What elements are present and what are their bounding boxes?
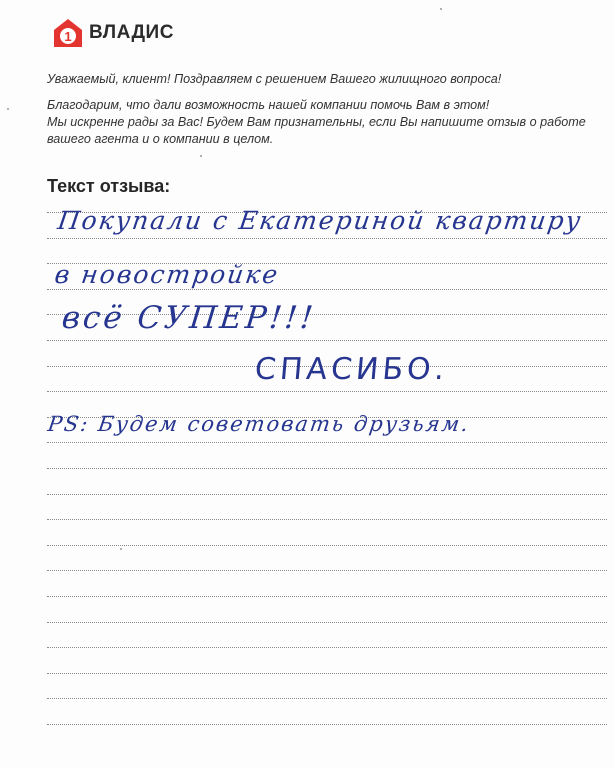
writing-line <box>47 238 607 239</box>
writing-line <box>47 570 607 571</box>
intro-greeting: Уважаемый, клиент! Поздравляем с решением Вашего жилищного вопроса! <box>47 72 502 86</box>
review-title: Текст отзыва: <box>47 176 171 196</box>
writing-line <box>47 698 607 699</box>
writing-line <box>47 391 607 392</box>
intro-thanks: Благодарим, что дали возможность нашей компании помочь Вам в этом! <box>47 98 490 112</box>
handwritten-line-1: Покупали с Екатериной квартиру <box>55 206 585 235</box>
writing-line <box>47 647 607 648</box>
writing-line <box>47 340 607 341</box>
logo-text: ВЛАДИС <box>89 22 174 43</box>
writing-line <box>47 545 607 546</box>
handwritten-line-5: PS: Будем советовать друзьям. <box>46 412 472 436</box>
writing-line <box>47 289 607 290</box>
paper-speck <box>440 8 442 10</box>
handwritten-line-4: СПАСИБО. <box>253 352 450 387</box>
paper-speck <box>200 155 202 157</box>
handwritten-line-3: всё СУПЕР!!! <box>60 300 318 336</box>
writing-line <box>47 622 607 623</box>
logo-mark-digit: 1 <box>64 29 72 44</box>
writing-line <box>47 673 607 674</box>
paper-speck <box>7 108 9 110</box>
handwritten-line-2: в новостройке <box>52 260 282 289</box>
writing-line <box>47 442 607 443</box>
intro-request-cont: вашего агента и о компании в целом. <box>47 132 274 146</box>
writing-line <box>47 468 607 469</box>
writing-line <box>47 596 607 597</box>
writing-line <box>47 519 607 520</box>
intro-request: Мы искренне рады за Вас! Будем Вам признательны, если Вы напишите отзыв о работе <box>47 115 586 129</box>
paper-speck <box>120 548 122 550</box>
writing-line <box>47 494 607 495</box>
writing-line <box>47 724 607 725</box>
